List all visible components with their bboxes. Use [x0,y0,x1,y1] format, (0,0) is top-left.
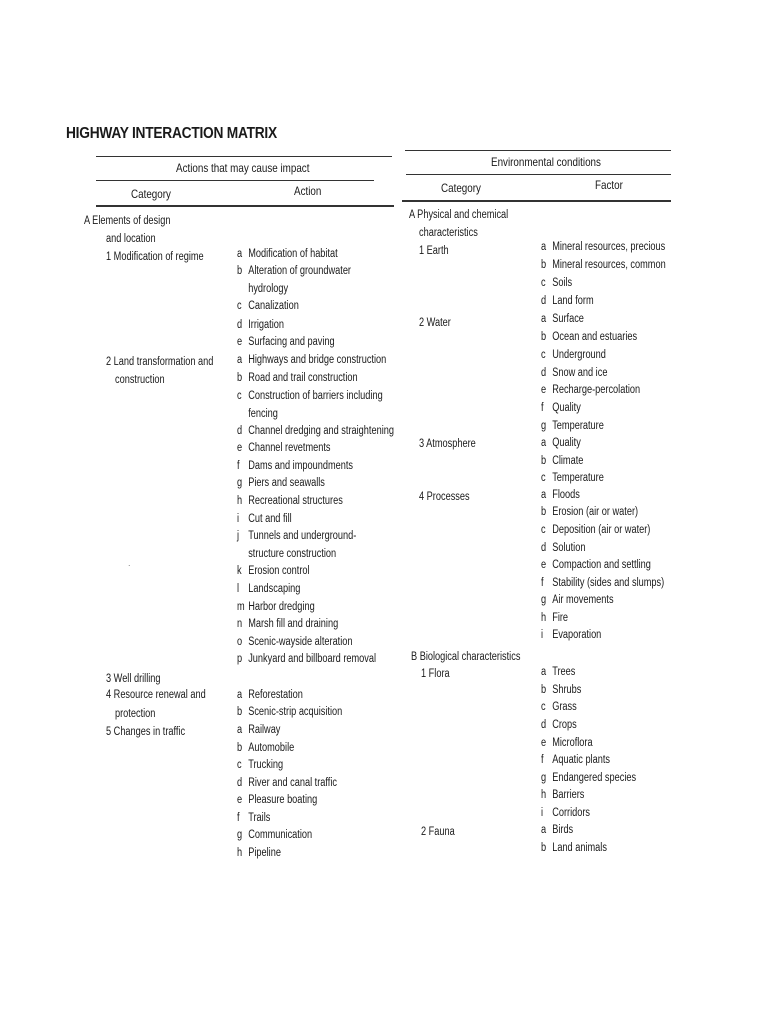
item-letter: h [541,612,547,624]
item-letter: b [541,684,547,696]
action-category-line: construction [115,374,165,386]
item-letter: a [237,689,243,701]
action-item [237,600,315,614]
item-letter: g [237,829,243,841]
item-text: Stability (sides and slumps) [552,577,665,589]
factor-item [541,788,584,802]
factor-item [541,665,575,679]
factor-item [541,736,593,750]
item-letter: d [541,295,547,307]
item-text: Railway [248,724,281,736]
action-item [237,371,358,385]
item-text: Surface [552,313,584,325]
item-letter: d [237,319,243,331]
action-item [237,529,356,543]
item-letter: c [237,390,242,402]
item-text: Underground [552,349,606,361]
item-letter: b [541,259,547,271]
item-letter: e [541,737,547,749]
item-text: Highways and bridge construction [248,354,387,366]
env-category-line: 2 Fauna [421,826,455,838]
env-category-header: Category [441,181,481,195]
factor-item [541,841,607,855]
item-letter: a [237,248,243,260]
factor-item [541,471,604,485]
column-rule-right [402,200,671,202]
item-letter: e [541,384,547,396]
action-category-line: 1 Modification of regime [106,251,204,263]
item-letter: g [541,594,547,606]
factor-item [541,558,651,572]
env-category-line: characteristics [419,227,478,239]
item-letter: j [237,530,240,542]
action-item [237,582,300,596]
action-item [237,688,303,702]
factor-item [541,753,610,767]
item-text: Quality [552,402,581,414]
action-item [237,776,337,790]
item-letter: e [237,336,243,348]
action-item [237,846,281,860]
page-title: HIGHWAY INTERACTION MATRIX [66,125,277,142]
item-letter: c [541,701,546,713]
env-category-line: 3 Atmosphere [419,438,476,450]
item-letter: g [541,420,547,432]
group-rule-left [96,180,374,181]
action-item [237,282,288,296]
item-text: Barriers [552,789,585,801]
item-letter: i [541,629,544,641]
action-item [237,424,394,438]
column-rule-left [96,205,394,207]
item-text: Climate [552,455,584,467]
environment-group-header: Environmental conditions [491,155,601,169]
item-text: Erosion (air or water) [552,506,639,518]
env-category-line: 4 Processes [419,491,470,503]
item-text: Mineral resources, common [552,259,666,271]
item-text: Construction of barriers including [248,390,383,402]
item-letter: b [237,742,243,754]
item-text: River and canal traffic [248,777,338,789]
item-letter: e [541,559,547,571]
item-text: Corridors [552,807,591,819]
item-letter: h [237,495,243,507]
item-letter: f [541,577,544,589]
action-item [237,264,351,278]
action-item [237,318,284,332]
env-category-line: B Biological characteristics [411,651,521,663]
action-item [237,793,317,807]
action-item [237,758,283,772]
action-item [237,441,331,455]
header-top-rule-left [96,156,392,157]
item-text: Air movements [552,594,614,606]
item-text: Land form [552,295,594,307]
action-item [237,247,338,261]
item-text: Scenic-wayside alteration [248,636,353,648]
item-text: Floods [552,489,580,501]
factor-header: Factor [595,178,623,192]
item-text: fencing [248,408,278,420]
item-text: Pleasure boating [248,794,318,806]
item-letter: p [237,653,243,665]
item-text: Ocean and estuaries [552,331,638,343]
factor-item [541,593,614,607]
item-text: Quality [552,437,581,449]
item-letter: a [541,313,547,325]
factor-item [541,523,650,537]
item-text: Canalization [248,300,299,312]
item-text: Channel dredging and straightening [248,425,394,437]
action-item [237,617,338,631]
item-letter: m [237,601,245,613]
action-item [237,353,386,367]
action-item [237,723,280,737]
action-item [237,705,342,719]
item-text: Tunnels and underground- [248,530,357,542]
item-letter: i [541,807,544,819]
action-item [237,299,299,313]
item-letter: a [541,437,547,449]
factor-item [541,700,577,714]
item-text: Compaction and settling [552,559,651,571]
item-text: Microflora [552,737,593,749]
item-text: Endangered species [552,772,637,784]
factor-item [541,294,594,308]
item-text: Mineral resources, precious [552,241,666,253]
item-letter: a [541,489,547,501]
item-text: Reforestation [248,689,303,701]
action-item [237,512,292,526]
item-letter: d [541,542,547,554]
action-category-line: 2 Land transformation and [106,356,214,368]
item-text: Surfacing and paving [248,336,335,348]
factor-item [541,436,581,450]
item-letter: a [237,724,243,736]
action-item [237,494,343,508]
factor-item [541,823,573,837]
item-letter: c [237,300,242,312]
env-category-line: 1 Flora [421,668,450,680]
actions-group-header: Actions that may cause impact [176,161,310,175]
factor-item [541,628,601,642]
item-letter: c [237,759,242,771]
item-letter: i [237,513,240,525]
factor-item [541,611,568,625]
item-text: Scenic-strip acquisition [248,706,343,718]
item-text: Recharge-percolation [552,384,641,396]
item-letter: f [541,754,544,766]
item-text: Solution [552,542,586,554]
item-text: Trails [248,812,271,824]
factor-item [541,454,583,468]
item-text: Deposition (air or water) [552,524,651,536]
item-letter: a [237,354,243,366]
item-letter: b [541,506,547,518]
env-category-line: 2 Water [419,317,451,329]
item-text: Communication [248,829,313,841]
item-text: Automobile [248,742,295,754]
item-letter: c [541,524,546,536]
factor-item [541,806,590,820]
action-item [237,828,312,842]
item-letter: a [541,824,547,836]
item-letter: f [541,402,544,414]
item-text: Crops [552,719,577,731]
item-text: Shrubs [552,684,582,696]
item-letter: c [541,277,546,289]
action-item [237,635,353,649]
item-text: Landscaping [248,583,301,595]
item-text: Alteration of groundwater [248,265,351,277]
item-letter: g [237,477,243,489]
action-category-line: 5 Changes in traffic [106,726,186,738]
action-category-line: and location [106,233,156,245]
item-letter: f [237,460,240,472]
item-text: Fire [552,612,569,624]
item-letter: h [237,847,243,859]
item-letter: b [237,265,243,277]
factor-item [541,383,640,397]
item-text: structure construction [248,548,337,560]
item-text: Road and trail construction [248,372,358,384]
item-text: Evaporation [552,629,602,641]
item-text: Dams and impoundments [248,460,354,472]
action-category-line: A Elements of design [84,215,171,227]
item-letter: e [237,442,243,454]
item-text: Cut and fill [248,513,292,525]
item-letter: c [541,349,546,361]
env-category-line: 1 Earth [419,245,449,257]
item-letter: g [541,772,547,784]
action-item [237,407,278,421]
item-letter: l [237,583,240,595]
item-text: Pipeline [248,847,281,859]
item-text: Birds [552,824,574,836]
item-text: Irrigation [248,319,284,331]
item-text: Erosion control [248,565,310,577]
action-category-line: 4 Resource renewal and [106,689,206,701]
item-text: Land animals [552,842,607,854]
item-text: Junkyard and billboard removal [248,653,377,665]
item-letter: b [541,842,547,854]
item-letter: b [541,455,547,467]
factor-item [541,419,604,433]
item-letter: k [237,565,242,577]
factor-item [541,366,607,380]
item-text: Grass [552,701,577,713]
item-letter: b [541,331,547,343]
action-category-line: protection [115,708,156,720]
factor-item [541,401,581,415]
factor-item [541,276,572,290]
item-text: Harbor dredging [248,601,315,613]
item-letter: d [541,719,547,731]
item-letter: f [237,812,240,824]
group-rule-right [406,174,671,175]
item-text: Aquatic plants [552,754,610,766]
factor-item [541,683,581,697]
action-header: Action [294,184,322,198]
action-category-line: 3 Well drilling [106,673,161,685]
item-letter: b [237,372,243,384]
item-text: Temperature [552,420,604,432]
action-item [237,335,335,349]
item-text: hydrology [248,283,289,295]
item-text: Piers and seawalls [248,477,325,489]
factor-item [541,348,606,362]
action-item [237,459,353,473]
action-item [237,811,270,825]
item-letter: c [541,472,546,484]
action-item [237,389,383,403]
factor-item [541,505,638,519]
item-letter: e [237,794,243,806]
factor-item [541,771,636,785]
item-letter: d [541,367,547,379]
item-text: Snow and ice [552,367,608,379]
item-letter: a [541,666,547,678]
item-letter: n [237,618,243,630]
factor-item [541,488,580,502]
action-item [237,564,310,578]
item-letter: h [541,789,547,801]
item-letter: d [237,425,243,437]
factor-item [541,576,664,590]
item-letter: b [237,706,243,718]
factor-item [541,541,585,555]
item-text: Modification of habitat [248,248,338,260]
scan-speck: · [128,560,131,570]
factor-item [541,718,577,732]
item-text: Marsh fill and draining [248,618,339,630]
action-item [237,476,325,490]
item-text: Trucking [248,759,284,771]
factor-item [541,312,584,326]
header-top-rule-right [405,150,671,151]
action-item [237,652,376,666]
env-category-line: A Physical and chemical [409,209,509,221]
item-text: Channel revetments [248,442,331,454]
item-letter: d [237,777,243,789]
item-text: Soils [552,277,573,289]
item-text: Recreational structures [248,495,343,507]
item-text: Temperature [552,472,604,484]
action-item [237,547,336,561]
factor-item [541,258,666,272]
factor-item [541,240,665,254]
factor-item [541,330,637,344]
item-text: Trees [552,666,576,678]
action-item [237,741,294,755]
action-category-header: Category [131,187,171,201]
item-letter: o [237,636,243,648]
item-letter: a [541,241,547,253]
